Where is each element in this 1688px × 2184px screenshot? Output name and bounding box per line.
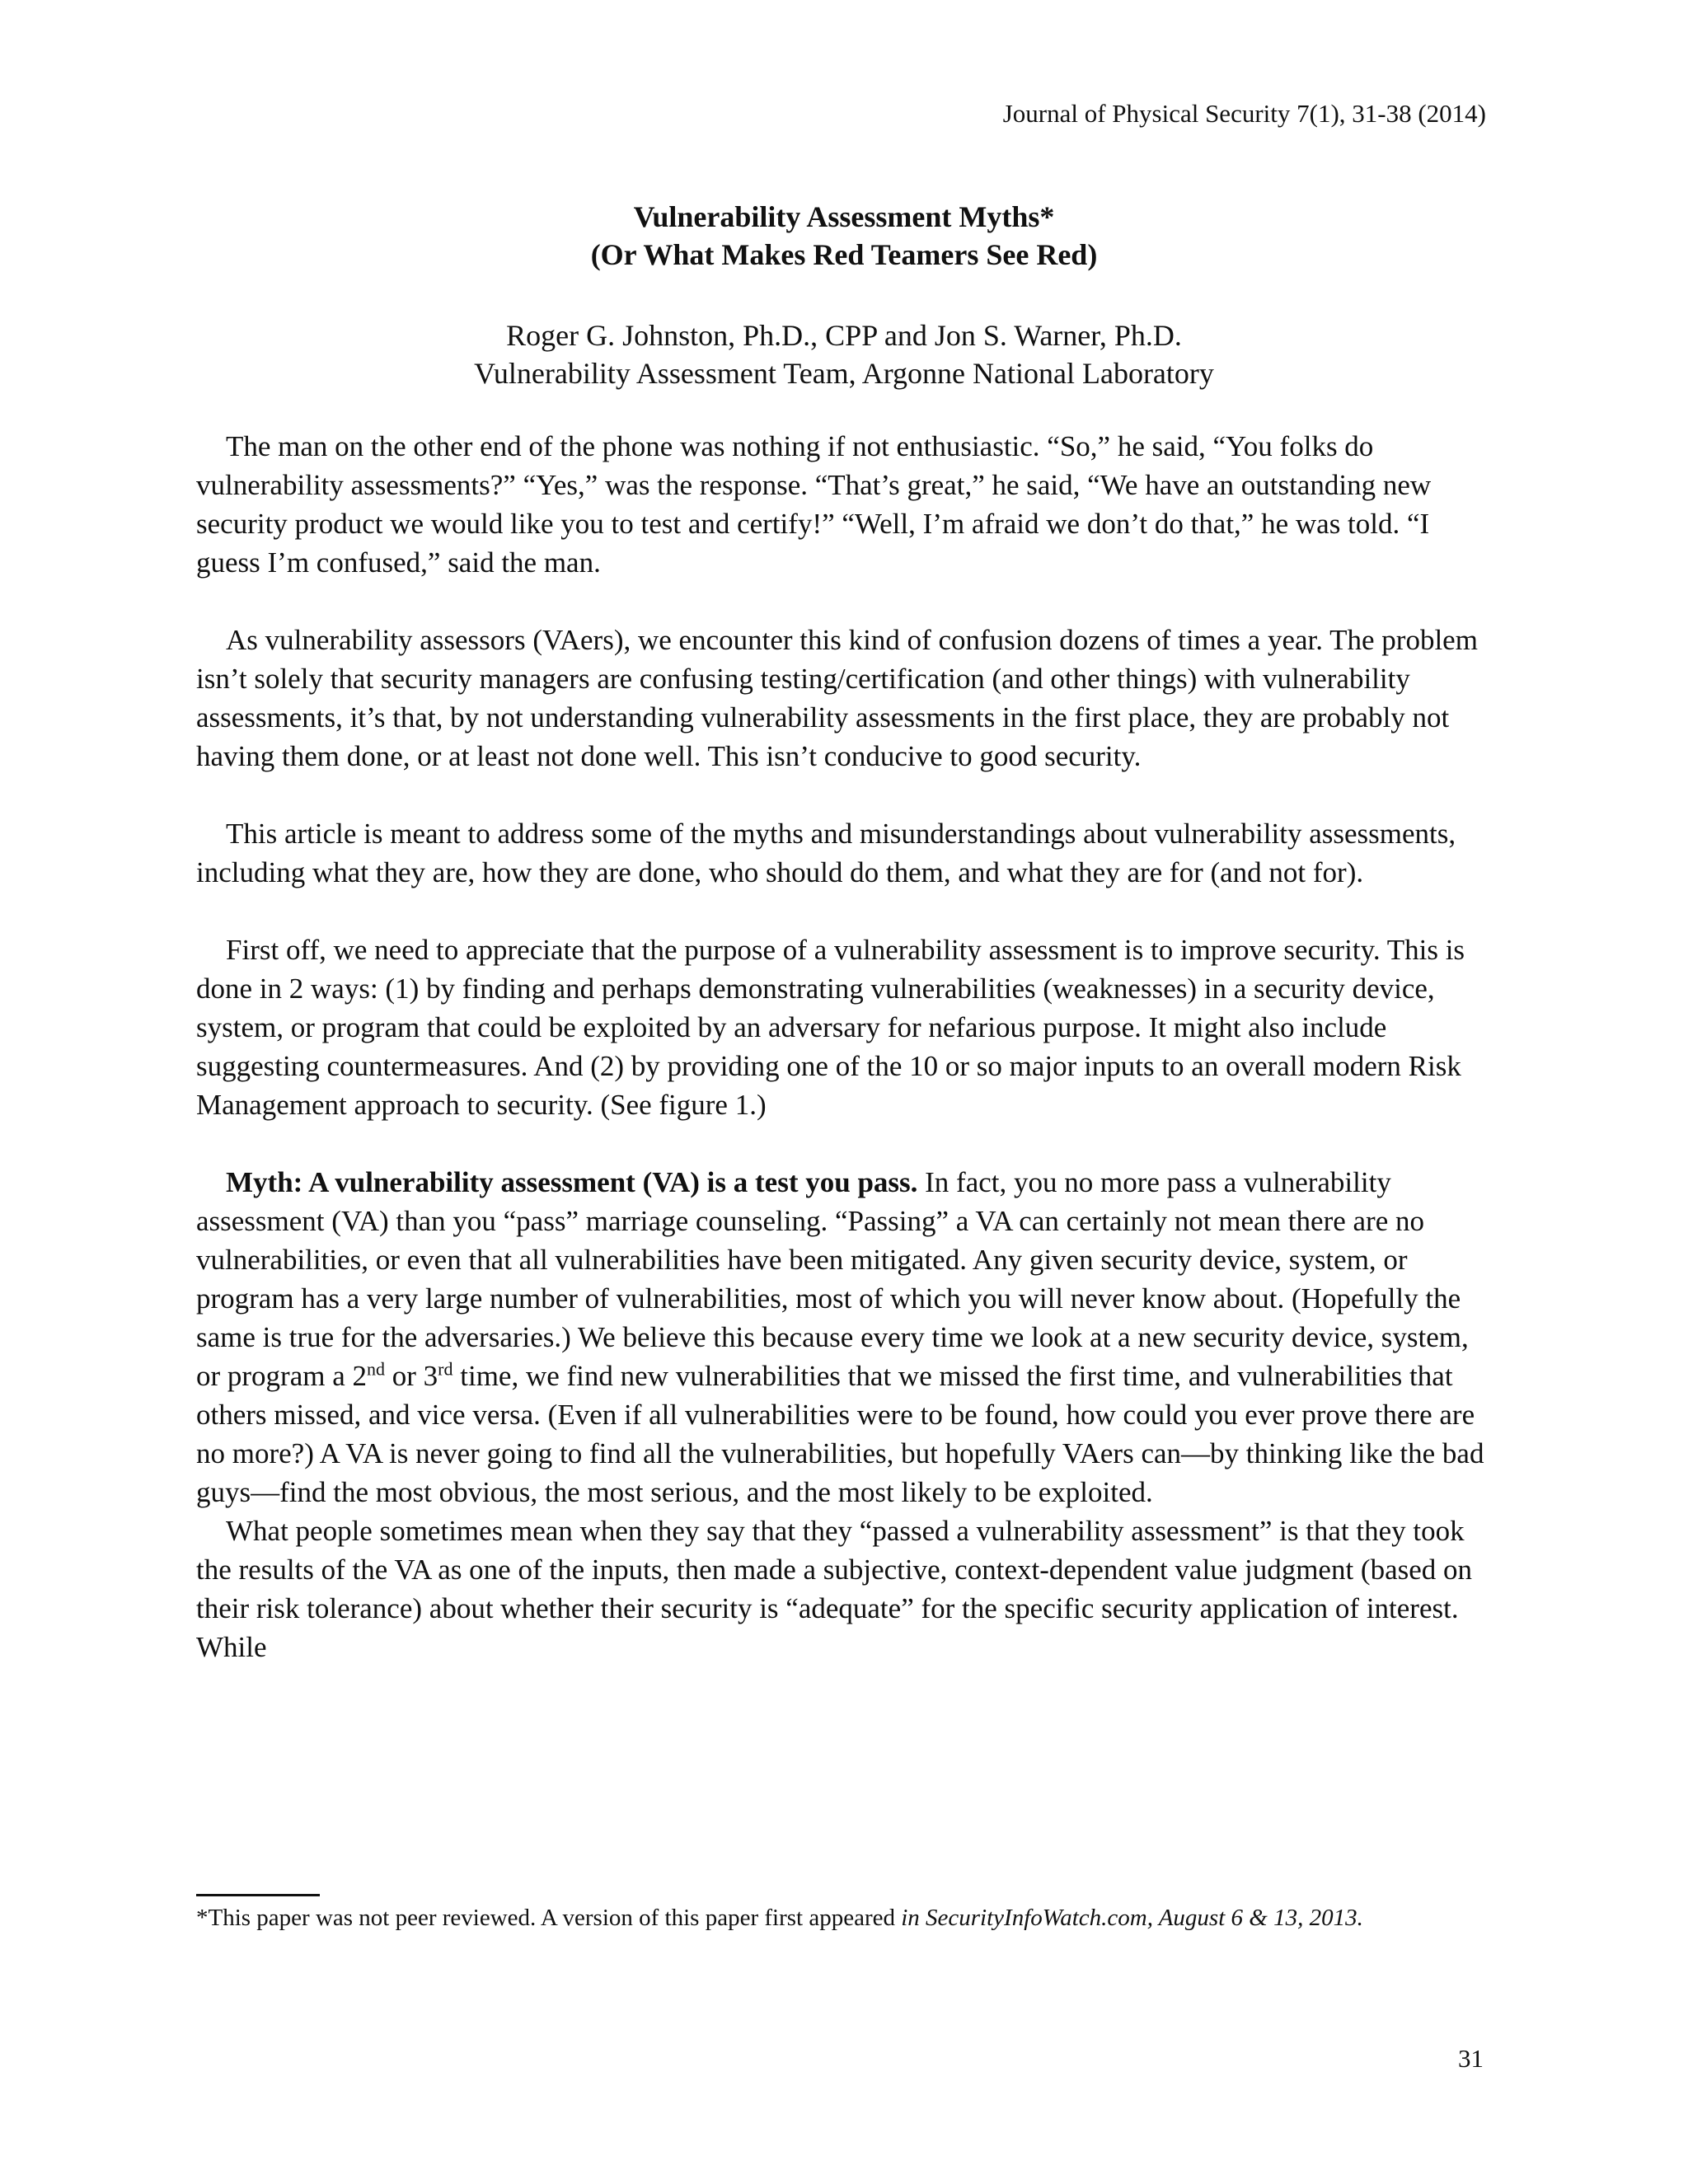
paragraph-6: What people sometimes mean when they say that they “passed a vulnerability assessment” is that they took the results of the VA as one of the inputs, then made a subjective, context-dependent value judgment (based on their risk tolerance) about whether their security is “adequate” for the specific security application of interest. While bbox=[196, 1515, 1473, 1663]
paragraph-4: First off, we need to appreciate that the purpose of a vulnerability assessment is to improve security. This is done in 2 ways: (1) by finding and perhaps demonstrating vulnerabilities (weaknesses) in a security device, system, or program that could be exploited by an adversary for nefarious purpose. It might also include suggesting countermeasures. And (2) by providing one of the 10 or so major inputs to an overall modern Risk Management approach to security. (See figure 1.) bbox=[196, 934, 1465, 1121]
body-text bbox=[196, 427, 1494, 1666]
footnote-italic: in SecurityInfoWatch.com, August 6 & 13, 2013. bbox=[901, 1905, 1363, 1931]
paragraph-3: This article is meant to address some of the myths and misunderstandings about vulnerability assessments, including what they are, how they are done, who should do them, and what they are for (and not for). bbox=[196, 818, 1456, 888]
title-line-1: Vulnerability Assessment Myths* bbox=[633, 200, 1055, 233]
footnote-text: *This paper was not peer reviewed. A version of this paper first appeared bbox=[196, 1905, 902, 1931]
author-block bbox=[0, 316, 1688, 392]
paragraph-5-text-b: or 3 bbox=[385, 1360, 438, 1392]
paragraph-5-text-c: time, we find new vulnerabilities that we missed the first time, and vulnerabilities that others missed, and vice versa. (Even if all vulnerabilities were to be found, how could you ever prove there are no more?) A VA is never going to find all the vulnerabilities, but hopefully VAers can—by thinking like the bad guys—find the most obvious, the most serious, and the most likely to be exploited. bbox=[196, 1360, 1484, 1508]
paragraph-5 bbox=[196, 1163, 1494, 1511]
superscript-nd: nd bbox=[367, 1358, 386, 1380]
paragraph-5-text-a: In fact, you no more pass a vulnerability assessment (VA) than you “pass” marriage counseling. “Passing” a VA can certainly not mean there are no vulnerabilities, or even that all vulnerabilities have been mitigated. Any given security device, system, or program has a very large number of vulnerabilities, most of which you will never know about. (Hopefully the same is true for the adversaries.) We believe this because every time we look at a new security device, system, or program a 2 bbox=[196, 1166, 1469, 1392]
myth-heading: Myth: A vulnerability assessment (VA) is a test you pass. bbox=[226, 1166, 918, 1198]
footnote-rule bbox=[196, 1894, 320, 1896]
author-affiliation: Vulnerability Assessment Team, Argonne National Laboratory bbox=[474, 357, 1214, 390]
superscript-rd: rd bbox=[438, 1358, 453, 1380]
paper-title bbox=[0, 198, 1688, 274]
page-number: 31 bbox=[1458, 2044, 1484, 2073]
title-line-2: (Or What Makes Red Teamers See Red) bbox=[590, 238, 1098, 271]
footnote bbox=[196, 1902, 1494, 1933]
paragraph-1: The man on the other end of the phone was nothing if not enthusiastic. “So,” he said, “You folks do vulnerability assessments?” “Yes,” was the response. “That’s great,” he said, “We have an outstanding new security product we would like you to test and certify!” “Well, I’m afraid we don’t do that,” he was told. “I guess I’m confused,” said the man. bbox=[196, 430, 1432, 579]
author-names: Roger G. Johnston, Ph.D., CPP and Jon S. Warner, Ph.D. bbox=[506, 319, 1182, 352]
paragraph-2: As vulnerability assessors (VAers), we encounter this kind of confusion dozens of times a year. The problem isn’t solely that security managers are confusing testing/certification (and other things) with vulnerability assessments, it’s that, by not understanding vulnerability assessments in the first place, they are probably not having them done, or at least not done well. This isn’t conducive to good security. bbox=[196, 624, 1478, 772]
journal-header: Journal of Physical Security 7(1), 31-38 (2014) bbox=[1002, 99, 1486, 128]
